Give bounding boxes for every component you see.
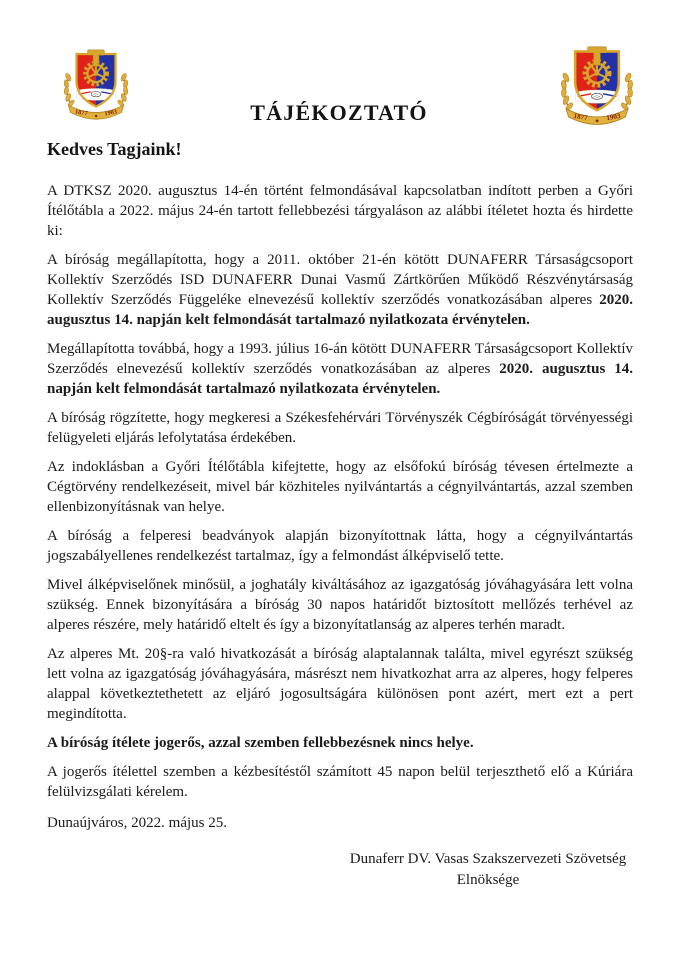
page-title: TÁJÉKOZTATÓ <box>250 100 428 125</box>
paragraph: A bíróság rögzítette, hogy megkeresi a Székesfehérvári Törvényszék Cégbíróságát törvényességi felügyeleti eljárás lefolytatása érdekében. <box>47 410 633 446</box>
document-header <box>0 0 678 176</box>
paragraph: A DTKSZ 2020. augusztus 14-én történt felmondásával kapcsolatban indított perben a Győri Ítélőtábla a 2022. május 24-én tartott fellebbezési tárgyaláson az alábbi ítéletet hozta és hirdette ki: <box>47 183 633 239</box>
paragraph: A bíróság a felperesi beadványok alapján bizonyítottnak látta, hogy a cégnyilvántartás jogszabályellenes rendelkezést tartalmaz, így a felmondást álképviselő tette. <box>47 528 633 564</box>
signature-organization: Dunaferr DV. Vasas Szakszervezeti Szövetség <box>349 851 627 867</box>
paragraph: A jogerős ítélettel szemben a kézbesítéstől számított 45 napon belül terjeszthető elő a Kúriára felülvizsgálati kérelem. <box>47 764 633 800</box>
signature-block <box>343 849 633 891</box>
paragraph: Mivel álképviselőnek minősül, a joghatály kiváltásához az igazgatóság jóváhagyására lett volna szükség. Ennek bizonyítására a bíróság 30 napos határidőt biztosított mellőzés terhével az alperes részére, mely határidő eltelt és így a bizonyítatlanság az alperes terhén maradt. <box>47 577 633 633</box>
paragraph: A bíróság megállapította, hogy a 2011. október 21-én kötött DUNAFERR Társaságcsoport Kollektív Szerződés ISD DUNAFERR Dunai Vasmű Zártkörűen Működő Részvénytársaság Kollektív Szerződés Függeléke elnevezésű kollektív szerződés vonatkozásában alperes 2020. augusztus 14. napján kelt felmondását tartalmazó nyilatkozata érvénytelen. <box>47 252 633 328</box>
date-line: Dunaújváros, 2022. május 25. <box>47 815 227 831</box>
paragraph: Az alperes Mt. 20§-ra való hivatkozását a bíróság alaptalannak találta, mivel egyrészt szükség lett volna az igazgatóság jóváhagyására, másrészt nem hivatkozhat arra az alperes, hogy felperes alappal következtethetett az eljáró jogosultságára különösen pont azért, mert ezt a pert megindította. <box>47 646 633 722</box>
salutation: Kedves Tagjaink! <box>47 139 182 159</box>
paragraph-verdict-final: A bíróság ítélete jogerős, azzal szemben fellebbezésnek nincs helye. <box>47 735 474 751</box>
signature-role: Elnöksége <box>456 872 520 888</box>
paragraph: Megállapította továbbá, hogy a 1993. július 16-án kötött DUNAFERR Társaságcsoport Kollektív Szerződés elnevezésű kollektív szerződés vonatkozásában az alperes 2020. augusztus 14. napján kelt felmondását tartalmazó nyilatkozata érvénytelen. <box>47 341 634 397</box>
document-body <box>0 176 678 891</box>
paragraph: Az indoklásban a Győri Ítélőtábla kifejtette, hogy az elsőfokú bíróság tévesen értelmezte a Cégtörvény rendelkezéseit, mivel bár közhiteles nyilvántartás a cégnyilvántartás, azzal szemben ellenbizonyításnak van helye. <box>47 459 633 515</box>
